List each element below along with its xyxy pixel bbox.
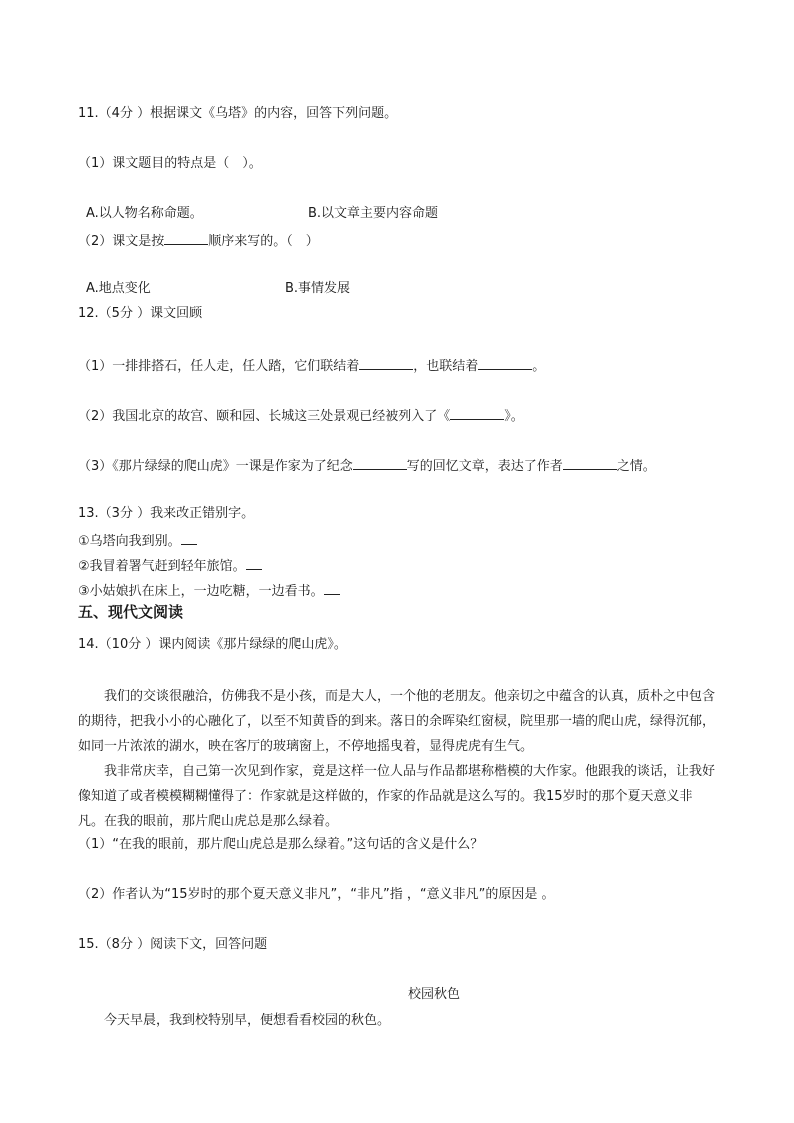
answer-blank[interactable] — [359, 355, 413, 370]
answer-blank[interactable] — [246, 555, 262, 570]
answer-blank[interactable] — [181, 530, 197, 545]
answer-blank[interactable] — [164, 230, 208, 245]
q11-sub1-option-a: A.以人物名称命题。 — [86, 206, 203, 221]
q11-sub2-text-b: 顺序来写的。（ ） — [208, 234, 319, 249]
q14-heading: 14.（10分 ）课内阅读《那片绿绿的爬山虎》。 — [78, 637, 347, 652]
q11-sub1-option-b: B.以文章主要内容命题 — [308, 206, 439, 221]
q12-sub2-text-b: 》。 — [504, 409, 524, 424]
q15-passage-para-1: 今天早晨，我到校特别早，便想看看校园的秋色。 — [104, 1013, 391, 1028]
answer-blank[interactable] — [324, 580, 340, 595]
section-heading: 五、现代文阅读 — [78, 603, 184, 621]
q13-item-2-text: ②我冒着署气赶到轻年旅馆。 — [78, 559, 246, 574]
q15-heading: 15.（8分 ）阅读下文，回答问题 — [78, 937, 268, 952]
answer-blank[interactable] — [478, 355, 532, 370]
q14-passage — [78, 684, 718, 834]
q12-sub3-text-a: （3）《那片绿绿的爬山虎》一课是作家为了纪念 — [78, 459, 353, 474]
q14-sub1: （1）“在我的眼前，那片爬山虎总是那么绿着。”这句话的含义是什么？ — [78, 837, 484, 852]
q12-sub1-text-c: 。 — [532, 359, 546, 374]
answer-blank[interactable] — [450, 405, 504, 420]
q12-sub1-text-b: ，也联结着 — [413, 359, 479, 374]
q12-heading: 12.（5分 ）课文回顾 — [78, 306, 203, 321]
q12-sub3-text-b: 写的回忆文章，表达了作者 — [406, 459, 563, 474]
q12-sub1-text-a: （1）一排排搭石，任人走，任人踏，它们联结着 — [78, 359, 360, 374]
q11-sub2 — [78, 230, 319, 251]
q12-sub3-text-c: 之情。 — [616, 459, 656, 474]
q14-sub2: （2）作者认为“15岁时的那个夏天意义非凡”，“非凡”指 ，“意义非凡”的原因是 。 — [78, 887, 555, 902]
q12-sub1 — [78, 355, 545, 376]
q11-heading: 11.（4分 ）根据课文《乌塔》的内容，回答下列问题。 — [78, 106, 398, 121]
q13-heading: 13.（3分 ）我来改正错别字。 — [78, 506, 255, 521]
q15-passage-title: 校园秋色 — [408, 987, 461, 1002]
q13-item-1 — [78, 530, 197, 551]
q13-item-1-text: ①乌塔向我到别。 — [78, 534, 181, 549]
q14-passage-para-1: 我们的交谈很融洽，仿佛我不是小孩，而是大人，一个他的老朋友。他亲切之中蕴含的认真，质朴之中包含的期待，把我小小的心融化了，以至不知黄昏的到来。落日的余晖染红窗棂，院里那一墙的爬山虎，绿得沉郁，如同一片浓浓的湖水，映在客厅的玻璃窗上，不停地摇曳着，显得虎虎有生气。 — [78, 689, 716, 754]
q12-sub3 — [78, 455, 656, 476]
answer-blank[interactable] — [353, 455, 407, 470]
q11-sub2-text-a: （2）课文是按 — [78, 234, 165, 249]
q11-sub1: （1）课文题目的特点是（ ）。 — [78, 156, 262, 171]
q14-passage-para-2: 我非常庆幸，自己第一次见到作家，竟是这样一位人品与作品都堪称楷模的大作家。他跟我的谈话，让我好像知道了或者模模糊糊懂得了：作家就是这样做的，作家的作品就是这么写的。我15岁时的那个夏天意义非凡。在我的眼前，那片爬山虎总是那么绿着。 — [78, 764, 716, 829]
q13-item-2 — [78, 555, 262, 576]
q12-sub2-text-a: （2）我国北京的故宫、颐和园、长城这三处景观已经被列入了《 — [78, 409, 451, 424]
q11-sub2-option-a: A.地点变化 — [86, 281, 151, 296]
answer-blank[interactable] — [563, 455, 617, 470]
q13-item-3-text: ③小姑娘扒在床上，一边吃糖，一边看书。 — [78, 584, 324, 599]
q11-sub2-option-b: B.事情发展 — [285, 281, 351, 296]
q12-sub2 — [78, 405, 524, 426]
q13-item-3 — [78, 580, 340, 601]
